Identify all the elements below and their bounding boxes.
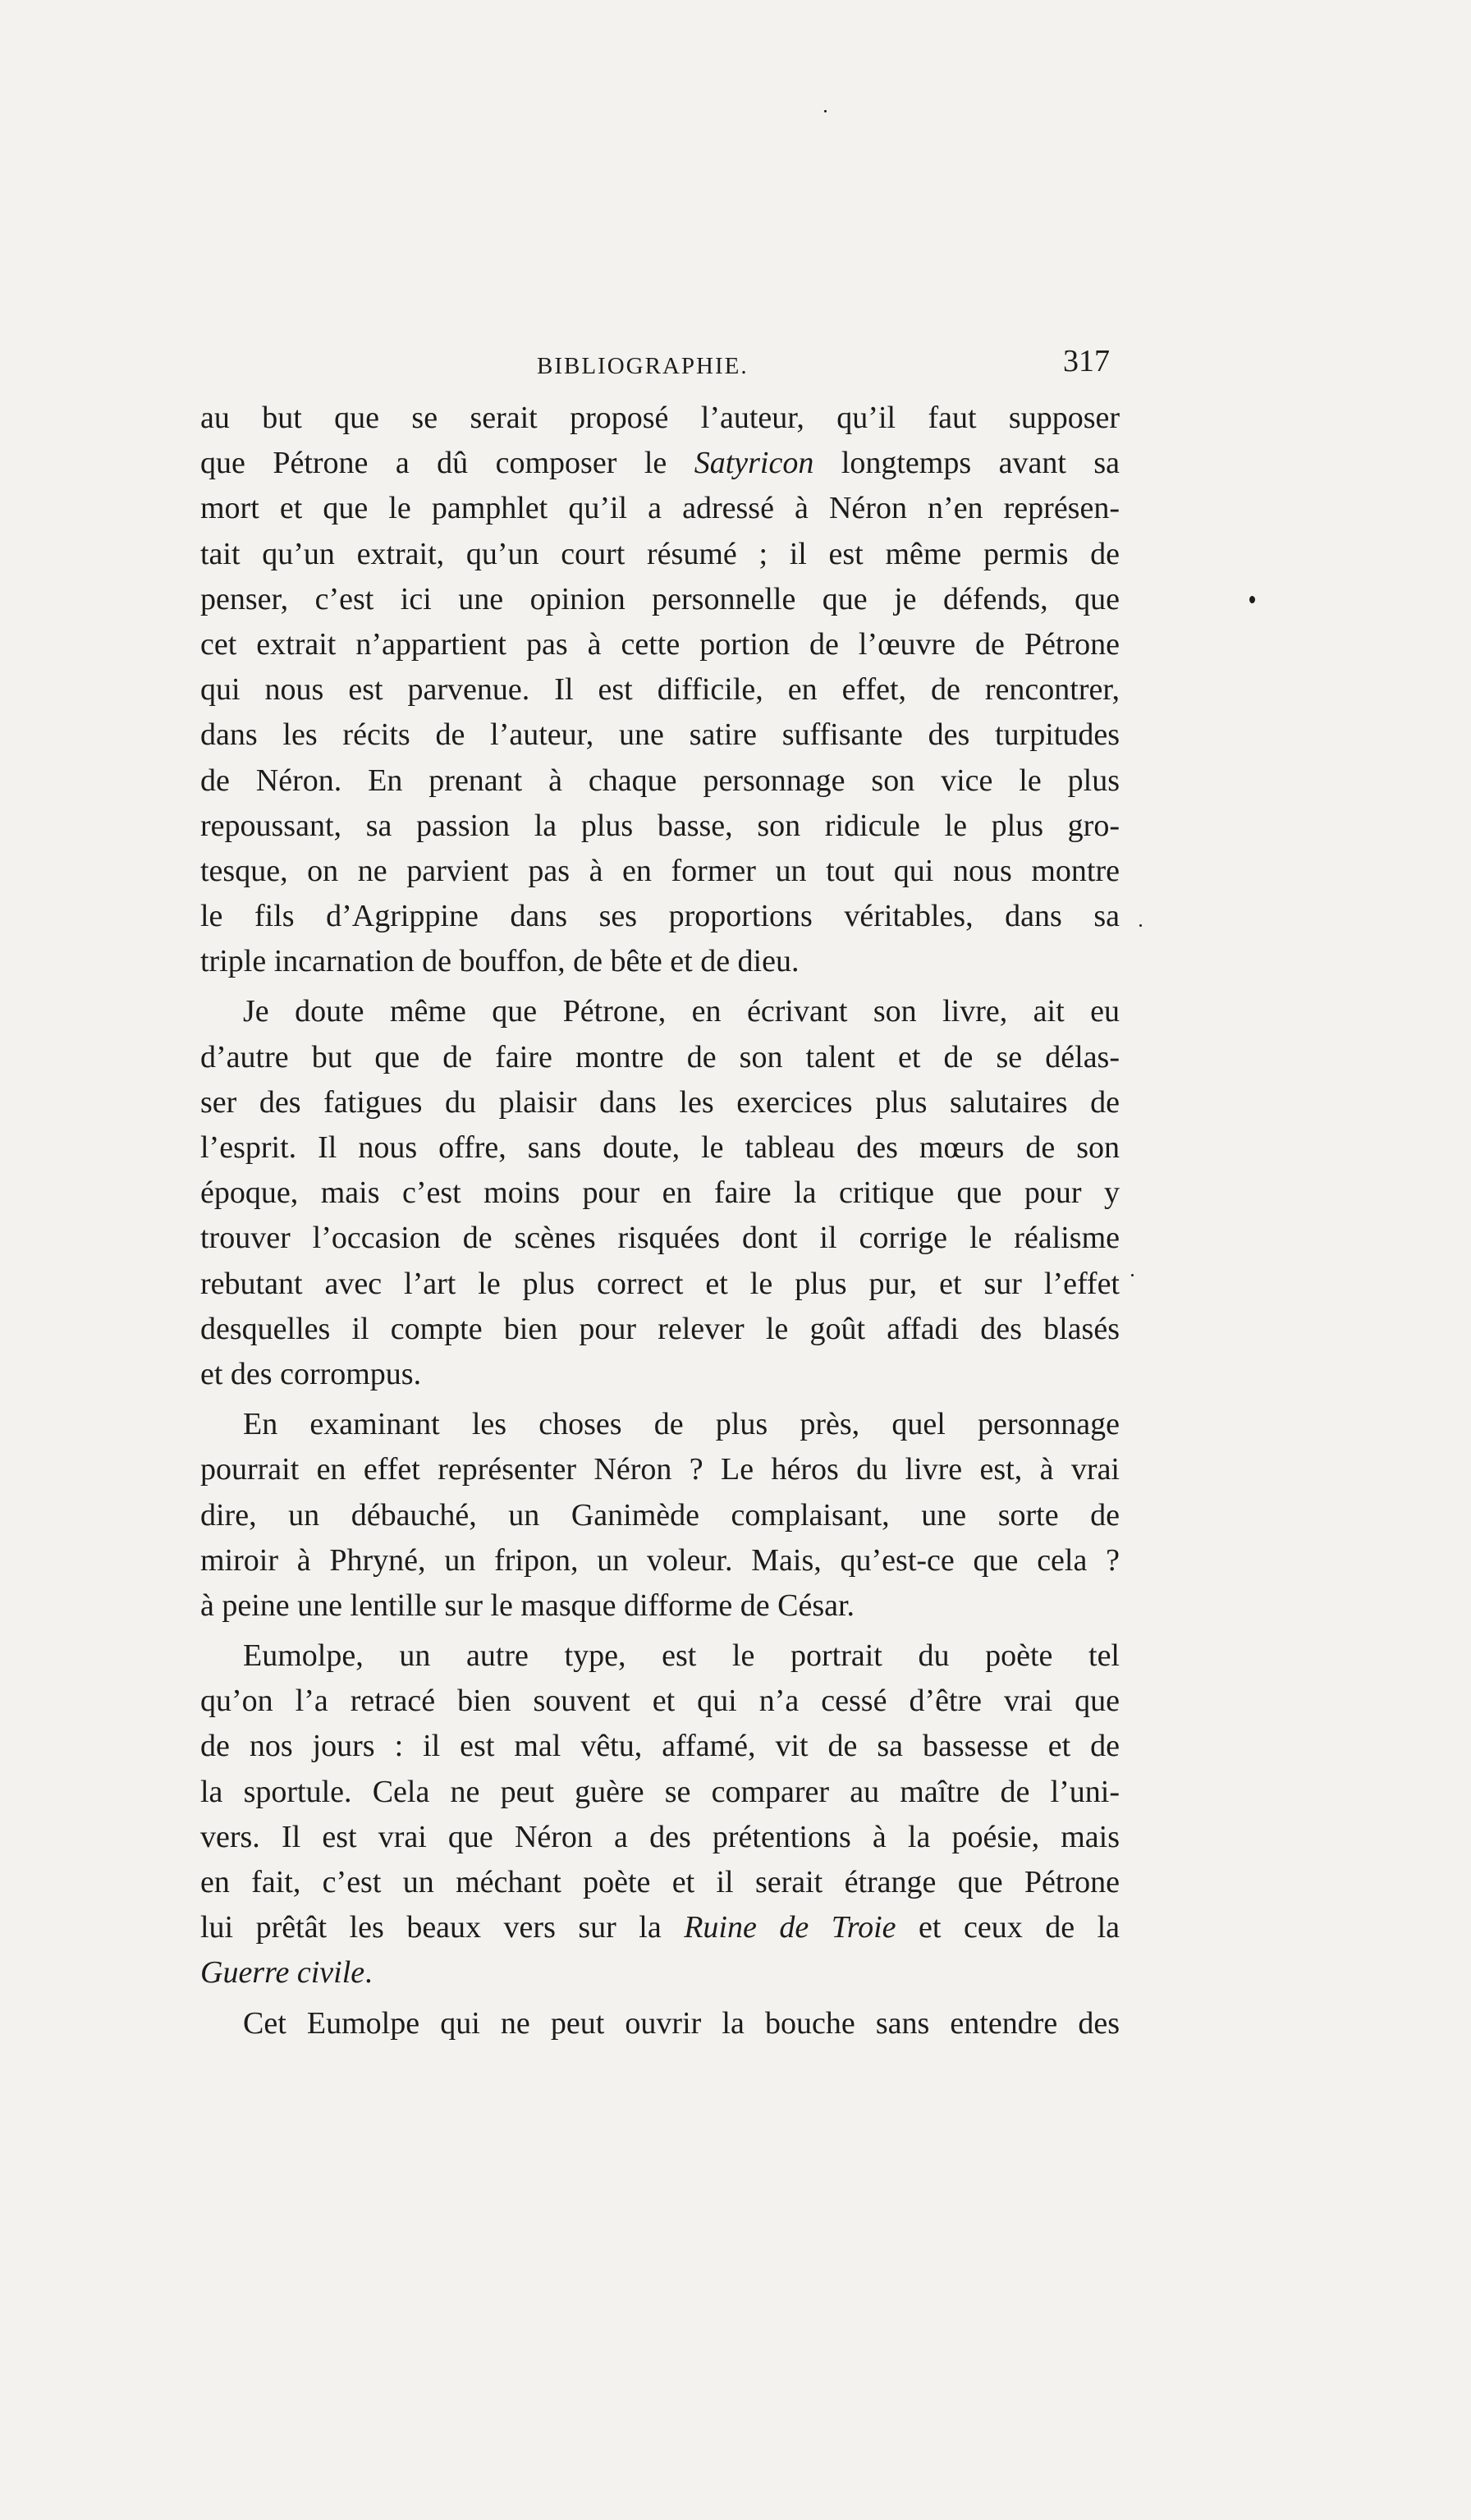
text-line (200, 1905, 1120, 1950)
text-line: d’autre but que de faire montre de son talent et de se délas- (200, 1039, 1120, 1074)
running-head: BIBLIOGRAPHIE. (537, 353, 749, 379)
text-line: vers. Il est vrai que Néron a des prétentions à la poésie, mais (200, 1819, 1120, 1854)
text-fragment: lui prêtât les beaux vers sur la (200, 1910, 685, 1945)
text-line: et des corrompus. (200, 1356, 422, 1391)
text-line: cet extrait n’appartient pas à cette portion de l’œuvre de Pétrone (200, 626, 1120, 662)
ink-speck (824, 110, 827, 112)
text-line: l’esprit. Il nous offre, sans doute, le tableau des mœurs de son (200, 1130, 1120, 1165)
text-fragment: et ceux de la (896, 1910, 1120, 1945)
italic-title: Guerre civile (200, 1955, 365, 1991)
text-line: en fait, c’est un méchant poète et il serait étrange que Pétrone (200, 1865, 1120, 1899)
text-line: la sportule. Cela ne peut guère se comparer au maître de l’uni- (200, 1774, 1120, 1809)
page-number: 317 (1063, 344, 1110, 378)
text-line: ser des fatigues du plaisir dans les exercices plus salutaires de (200, 1084, 1120, 1120)
page-header (200, 343, 1120, 392)
paragraph-first-line: Eumolpe, un autre type, est le portrait du poète tel (243, 1638, 1120, 1674)
paragraph-first-line: Cet Eumolpe qui ne peut ouvrir la bouche sans entendre des (243, 2005, 1120, 2041)
ink-speck (1131, 1274, 1134, 1276)
text-line: desquelles il compte bien pour relever le goût affadi des blasés (200, 1311, 1120, 1346)
text-line: mort et que le pamphlet qu’il a adressé à Néron n’en représen- (200, 491, 1120, 526)
text-line (200, 441, 1120, 486)
text-line: dire, un débauché, un Ganimède complaisant, une sorte de (200, 1497, 1120, 1533)
text-line: qui nous est parvenue. Il est difficile, en effet, de rencontrer, (200, 672, 1120, 708)
text-line: triple incarnation de bouffon, de bête et de dieu. (200, 944, 800, 979)
text-line: dans les récits de l’auteur, une satire suffisante des turpitudes (200, 717, 1120, 753)
ink-speck (1139, 924, 1142, 927)
text-line: époque, mais c’est moins pour en faire la critique que pour y (200, 1175, 1120, 1211)
text-line: repoussant, sa passion la plus basse, son ridicule le plus gro- (200, 808, 1120, 843)
text-line: trouver l’occasion de scènes risquées dont il corrige le réalisme (200, 1221, 1120, 1256)
text-line: au but que se serait proposé l’auteur, qu’il faut supposer (200, 401, 1120, 435)
paragraph-first-line: Je doute même que Pétrone, en écrivant son livre, ait eu (243, 994, 1120, 1029)
text-fragment: . (364, 1955, 373, 1991)
text-line: tait qu’un extrait, qu’un court résumé ; il est même permis de (200, 536, 1120, 571)
italic-title: Ruine de Troie (684, 1910, 896, 1945)
text-line: à peine une lentille sur le masque difforme de César. (200, 1588, 855, 1623)
text-line: rebutant avec l’art le plus correct et le plus pur, et sur l’effet (200, 1266, 1120, 1301)
text-line: de nos jours : il est mal vêtu, affamé, vit de sa bassesse et de (200, 1729, 1120, 1764)
text-line: de Néron. En prenant à chaque personnage son vice le plus (200, 763, 1120, 798)
text-line: le fils d’Agrippine dans ses proportions véritables, dans sa (200, 899, 1120, 934)
paragraph-first-line: En examinant les choses de plus près, quel personnage (243, 1407, 1120, 1442)
text-fragment: que Pétrone a dû composer le (200, 446, 694, 481)
text-line: qu’on l’a retracé bien souvent et qui n’a cessé d’être vrai que (200, 1684, 1120, 1719)
text-line: penser, c’est ici une opinion personnelle que je défends, que (200, 581, 1120, 616)
text-fragment: longtemps avant sa (813, 446, 1120, 481)
text-line: tesque, on ne parvient pas à en former un tout qui nous montre (200, 853, 1120, 888)
text-line (200, 1950, 1120, 1995)
body-text (200, 396, 1120, 2046)
ink-speck (1249, 596, 1255, 603)
text-line: pourrait en effet représenter Néron ? Le héros du livre est, à vrai (200, 1452, 1120, 1487)
text-line: miroir à Phryné, un fripon, un voleur. Mais, qu’est-ce que cela ? (200, 1542, 1120, 1578)
italic-title: Satyricon (694, 446, 814, 481)
